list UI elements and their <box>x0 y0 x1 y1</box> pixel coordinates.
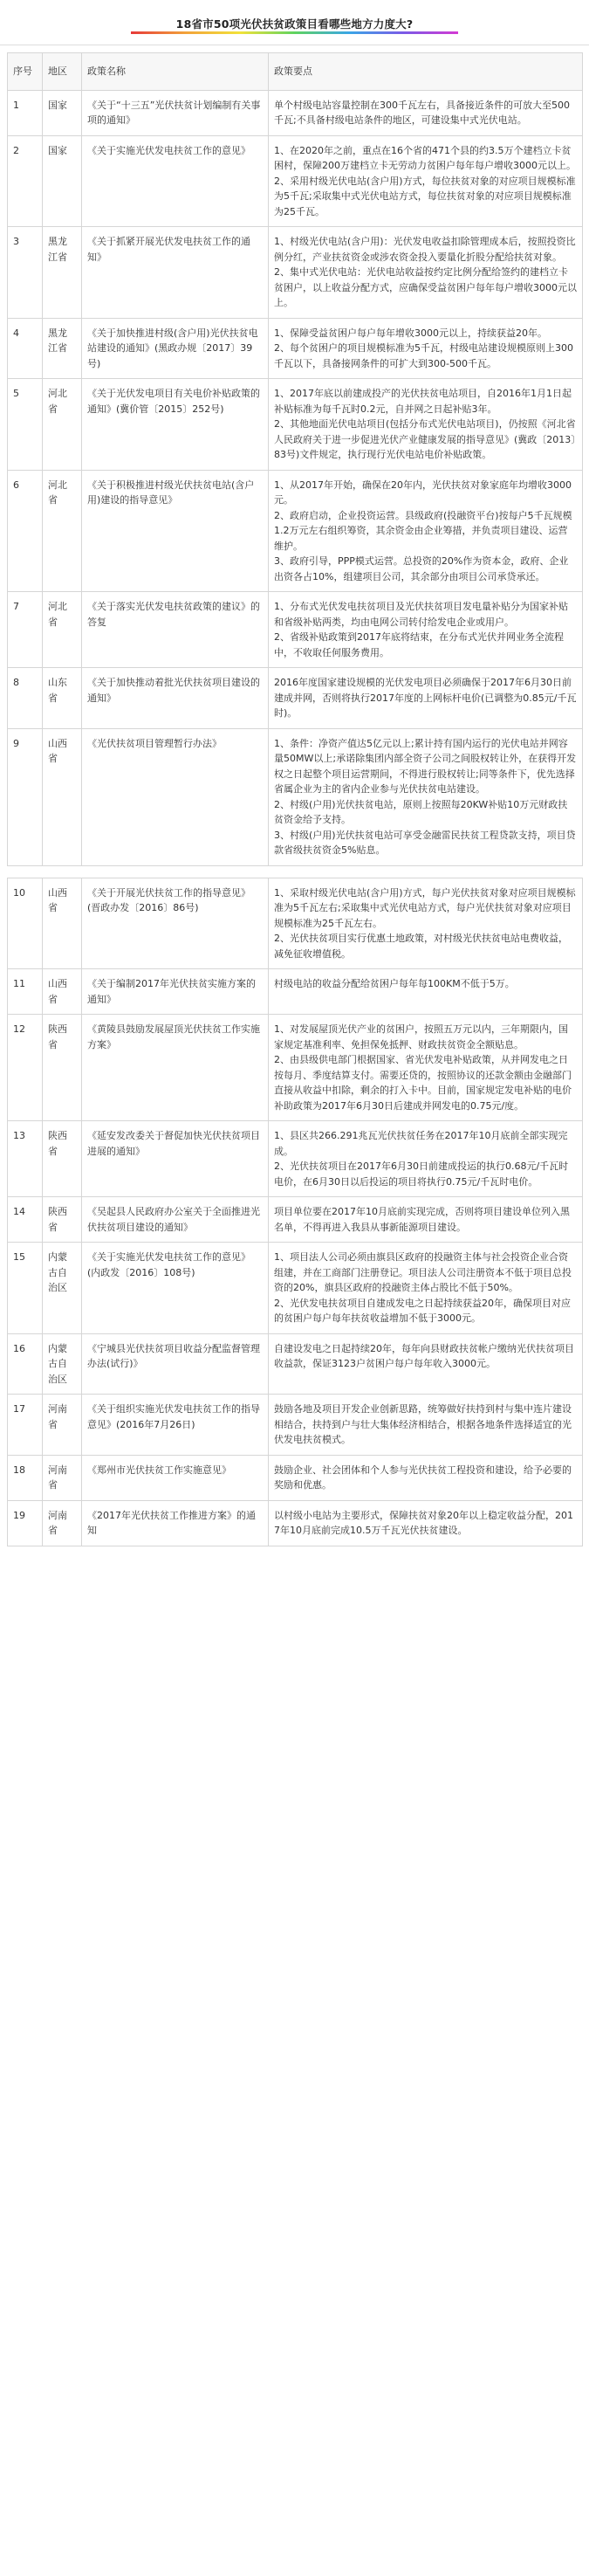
row-region: 黑龙江省 <box>43 227 82 319</box>
row-region: 河南省 <box>43 1395 82 1456</box>
row-number: 14 <box>8 1197 43 1243</box>
row-region: 国家 <box>43 90 82 135</box>
row-policy-name: 《关于加快推动着批光伏扶贫项目建设的通知》 <box>82 668 269 729</box>
table-gap <box>8 865 583 878</box>
row-number: 17 <box>8 1395 43 1456</box>
row-number: 18 <box>8 1455 43 1500</box>
row-number: 1 <box>8 90 43 135</box>
row-policy-points: 1、对发展屋顶光伏产业的贫困户，按照五万元以内，三年期限内，国家规定基准利率、免担保免抵押、财政扶贫资金全额贴息。 2、由县级供电部门根据国家、省光伏发电补贴政策，从并网发电之日按每月、季度结算支付。需要还贷的，按照协议的还款金额由金融部门直接从收益中扣除，剩余的打入卡中。目前，国家规定发电补贴的电价补助政策为2017年6月30日后建成并网发电的0.75元/度。 <box>269 1015 583 1121</box>
table-header-row <box>8 53 583 91</box>
row-region: 内蒙古自治区 <box>43 1243 82 1334</box>
row-policy-points: 1、2017年底以前建成投产的光伏扶贫电站项目，自2016年1月1日起补贴标准为每千瓦时0.2元，自并网之日起补贴3年。 2、其他地面光伏电站项目(包括分布式光伏电站项目)，仍按照《河北省人民政府关于进一步促进光伏产业健康发展的指导意见》(冀政〔2013〕83号)文件规定，执行现行光伏电站电价补贴政策。 <box>269 379 583 471</box>
table-row <box>8 668 583 729</box>
row-region: 河北省 <box>43 592 82 668</box>
row-policy-name: 《吴起县人民政府办公室关于全面推进光伏扶贫项目建设的通知》 <box>82 1197 269 1243</box>
row-policy-points: 1、分布式光伏发电扶贫项目及光伏扶贫项目发电量补贴分为国家补贴和省级补贴两类，均由电网公司转付给发电企业或用户。 2、省级补贴政策到2017年底将结束，在分布式光伏并网业务全流程中，不收取任何服务费用。 <box>269 592 583 668</box>
table-row <box>8 318 583 379</box>
table-row <box>8 728 583 865</box>
table-row <box>8 969 583 1015</box>
table-row <box>8 1455 583 1500</box>
row-policy-name: 《关于实施光伏发电扶贫工作的意见》 <box>82 135 269 227</box>
row-policy-name: 《黄陵县鼓励发展屋顶光伏扶贫工作实施方案》 <box>82 1015 269 1121</box>
row-policy-points: 自建设发电之日起持续20年，每年向县财政扶贫帐户缴纳光伏扶贫项目收益款，保证3123户贫困户每户每年收入3000元。 <box>269 1333 583 1395</box>
row-policy-points: 以村级小电站为主要形式，保障扶贫对象20年以上稳定收益分配，2017年10月底前完成10.5万千瓦光伏扶贫建设。 <box>269 1500 583 1546</box>
row-policy-points: 单个村级电站容量控制在300千瓦左右，具备接近条件的可放大至500千瓦;不具备村级电站条件的地区，可建设集中式光伏电站。 <box>269 90 583 135</box>
header-no: 序号 <box>8 53 43 91</box>
row-number: 16 <box>8 1333 43 1395</box>
row-policy-name: 《关于组织实施光伏发电扶贫工作的指导意见》(2016年7月26日) <box>82 1395 269 1456</box>
table-row <box>8 1197 583 1243</box>
row-policy-points: 1、保障受益贫困户每户每年增收3000元以上，持续获益20年。 2、每个贫困户的项目规模标准为5千瓦，村级电站建设规模原则上300千瓦以下，具备接网条件的可扩大到300-500千瓦。 <box>269 318 583 379</box>
row-policy-name: 《关于实施光伏发电扶贫工作的意见》(内政发〔2016〕108号) <box>82 1243 269 1334</box>
row-policy-name: 《光伏扶贫项目管理暂行办法》 <box>82 728 269 865</box>
table-row <box>8 1333 583 1395</box>
row-number: 10 <box>8 878 43 969</box>
row-region: 山西省 <box>43 969 82 1015</box>
header-points: 政策要点 <box>269 53 583 91</box>
row-policy-points: 村级电站的收益分配给贫困户每年每100KM不低于5万。 <box>269 969 583 1015</box>
row-number: 5 <box>8 379 43 471</box>
table-row <box>8 592 583 668</box>
row-region: 山西省 <box>43 878 82 969</box>
row-region: 河南省 <box>43 1455 82 1500</box>
row-policy-name: 《宁城县光伏扶贫项目收益分配监督管理办法(试行)》 <box>82 1333 269 1395</box>
row-number: 8 <box>8 668 43 729</box>
row-policy-name: 《关于落实光伏发电扶贫政策的建议》的答复 <box>82 592 269 668</box>
row-policy-points: 1、村级光伏电站(含户用)：光伏发电收益扣除管理成本后，按照投资比例分红，产业扶贫资金或涉农资金投入要量化折股分配给扶贫对象。 2、集中式光伏电站：光伏电站收益按约定比例分配给签约的建档立卡贫困户，以上收益分配方式，应确保受益贫困户每年每户增收3000元以上。 <box>269 227 583 319</box>
row-policy-points: 1、采取村级光伏电站(含户用)方式，每户光伏扶贫对象对应项目规模标准为5千瓦左右;采取集中式光伏电站方式，每户光伏扶贫对象对应项目规模标准为25千瓦左右。 2、光伏扶贫项目实行优惠土地政策，对村级光伏扶贫电站电费收益，减免征收增值税。 <box>269 878 583 969</box>
page-title: 18省市50项光伏扶贫政策目看哪些地方力度大? <box>175 17 414 31</box>
row-number: 2 <box>8 135 43 227</box>
row-region: 山西省 <box>43 728 82 865</box>
row-number: 19 <box>8 1500 43 1546</box>
header <box>0 0 589 45</box>
header-region: 地区 <box>43 53 82 91</box>
row-policy-points: 1、从2017年开始，确保在20年内，光伏扶贫对象家庭年均增收3000元。 2、政府启动，企业投资运营。县级政府(投融资平台)按每户5千瓦规模1.2万元左右组织筹资，其余资金由企业筹措，并负责项目建设、运营维护。 3、政府引导，PPP模式运营。总投资的20%作为资本金，政府、企业出资各占10%，组建项目公司，其余部分由项目公司承贷承还。 <box>269 470 583 592</box>
row-policy-points: 1、县区共266.291兆瓦光伏扶贫任务在2017年10月底前全部实现完成。 2、光伏扶贫项目在2017年6月30日前建成投运的执行0.68元/千瓦时电价，在6月30日以后投运的项目将执行0.75元/千瓦时电价。 <box>269 1121 583 1197</box>
row-region: 陕西省 <box>43 1197 82 1243</box>
table-row <box>8 1015 583 1121</box>
table-row <box>8 1500 583 1546</box>
row-policy-name: 《2017年光伏扶贫工作推进方案》的通知 <box>82 1500 269 1546</box>
table-row <box>8 379 583 471</box>
row-policy-name: 《关于加快推进村级(含户用)光伏扶贫电站建设的通知》(黑政办规〔2017〕39号) <box>82 318 269 379</box>
row-number: 4 <box>8 318 43 379</box>
policy-table <box>7 52 583 1546</box>
table-row <box>8 227 583 319</box>
row-number: 3 <box>8 227 43 319</box>
row-region: 河南省 <box>43 1500 82 1546</box>
row-policy-name: 《关于“十三五”光伏扶贫计划编制有关事项的通知》 <box>82 90 269 135</box>
row-policy-points: 1、项目法人公司必须由旗县区政府的投融资主体与社会投资企业合资组建，并在工商部门注册登记。项目法人公司注册资本不低于项目总投资的20%，旗县区政府的投融资主体占股比不低于50%。 2、光伏发电扶贫项目自建成发电之日起持续获益20年，确保项目对应的贫困户每户每年扶贫收益增加不低于3000元。 <box>269 1243 583 1334</box>
row-region: 黑龙江省 <box>43 318 82 379</box>
row-region: 陕西省 <box>43 1015 82 1121</box>
row-region: 内蒙古自治区 <box>43 1333 82 1395</box>
row-policy-name: 《郑州市光伏扶贫工作实施意见》 <box>82 1455 269 1500</box>
row-policy-points: 鼓励各地及项目开发企业创新思路，统筹做好扶持到村与集中连片建设相结合，扶持到户与壮大集体经济相结合，根据各地条件选择适宜的光伏发电扶贫模式。 <box>269 1395 583 1456</box>
row-policy-points: 1、在2020年之前，重点在16个省的471个县的约3.5万个建档立卡贫困村，保障200万建档立卡无劳动力贫困户每年每户增收3000元以上。 2、采用村级光伏电站(含户用)方式，每位扶贫对象的对应项目规模标准为5千瓦;采取集中式光伏电站方式，每位扶贫对象的对应项目规模标准为25千瓦。 <box>269 135 583 227</box>
row-region: 陕西省 <box>43 1121 82 1197</box>
table-row <box>8 1243 583 1334</box>
row-number: 15 <box>8 1243 43 1334</box>
row-policy-name: 《延安发改委关于督促加快光伏扶贫项目进展的通知》 <box>82 1121 269 1197</box>
row-policy-name: 《关于编制2017年光伏扶贫实施方案的通知》 <box>82 969 269 1015</box>
row-region: 国家 <box>43 135 82 227</box>
row-policy-name: 《关于抓紧开展光伏发电扶贫工作的通知》 <box>82 227 269 319</box>
row-number: 13 <box>8 1121 43 1197</box>
table-body <box>8 90 583 1546</box>
title-gradient-bar <box>131 31 458 34</box>
row-policy-points: 鼓励企业、社会团体和个人参与光伏扶贫工程投资和建设，给予必要的奖励和优惠。 <box>269 1455 583 1500</box>
table-row <box>8 1121 583 1197</box>
row-region: 河北省 <box>43 379 82 471</box>
table-row <box>8 470 583 592</box>
table-row <box>8 90 583 135</box>
table-row <box>8 135 583 227</box>
row-number: 9 <box>8 728 43 865</box>
table-row <box>8 1395 583 1456</box>
row-number: 7 <box>8 592 43 668</box>
row-policy-name: 《关于光伏发电项目有关电价补贴政策的通知》(冀价管〔2015〕252号) <box>82 379 269 471</box>
row-number: 11 <box>8 969 43 1015</box>
header-policy: 政策名称 <box>82 53 269 91</box>
row-policy-name: 《关于开展光伏扶贫工作的指导意见》(晋政办发〔2016〕86号) <box>82 878 269 969</box>
row-policy-points: 项目单位要在2017年10月底前实现完成，否则将项目建设单位列入黑名单，不得再进入我县从事新能源项目建设。 <box>269 1197 583 1243</box>
row-policy-points: 1、条件：净资产值达5亿元以上;累计持有国内运行的光伏电站并网容量50MW以上;承诺除集团内部全资子公司之间股权转让外，在获得开发权之日起整个项目运营期间，不得进行股权转让;同等条件下，优先选择省属企业为主的省内企业参与光伏扶贫电站建设。 2、村级(户用)光伏扶贫电站，原则上按照每20KW补贴10万元财政扶贫资金给予支持。 3、村级(户用)光伏扶贫电站可享受金融雷民扶贫工程贷款支持，项目贷款省级扶贫资金5%贴息。 <box>269 728 583 865</box>
row-number: 6 <box>8 470 43 592</box>
row-region: 山东省 <box>43 668 82 729</box>
row-policy-name: 《关于积极推进村级光伏扶贫电站(含户用)建设的指导意见》 <box>82 470 269 592</box>
table-row <box>8 878 583 969</box>
table-gap-cell <box>8 865 583 878</box>
row-number: 12 <box>8 1015 43 1121</box>
row-region: 河北省 <box>43 470 82 592</box>
row-policy-points: 2016年度国家建设规模的光伏发电项目必须确保于2017年6月30日前建成并网，否则将执行2017年度的上网标杆电价(已调整为0.85元/千瓦时)。 <box>269 668 583 729</box>
